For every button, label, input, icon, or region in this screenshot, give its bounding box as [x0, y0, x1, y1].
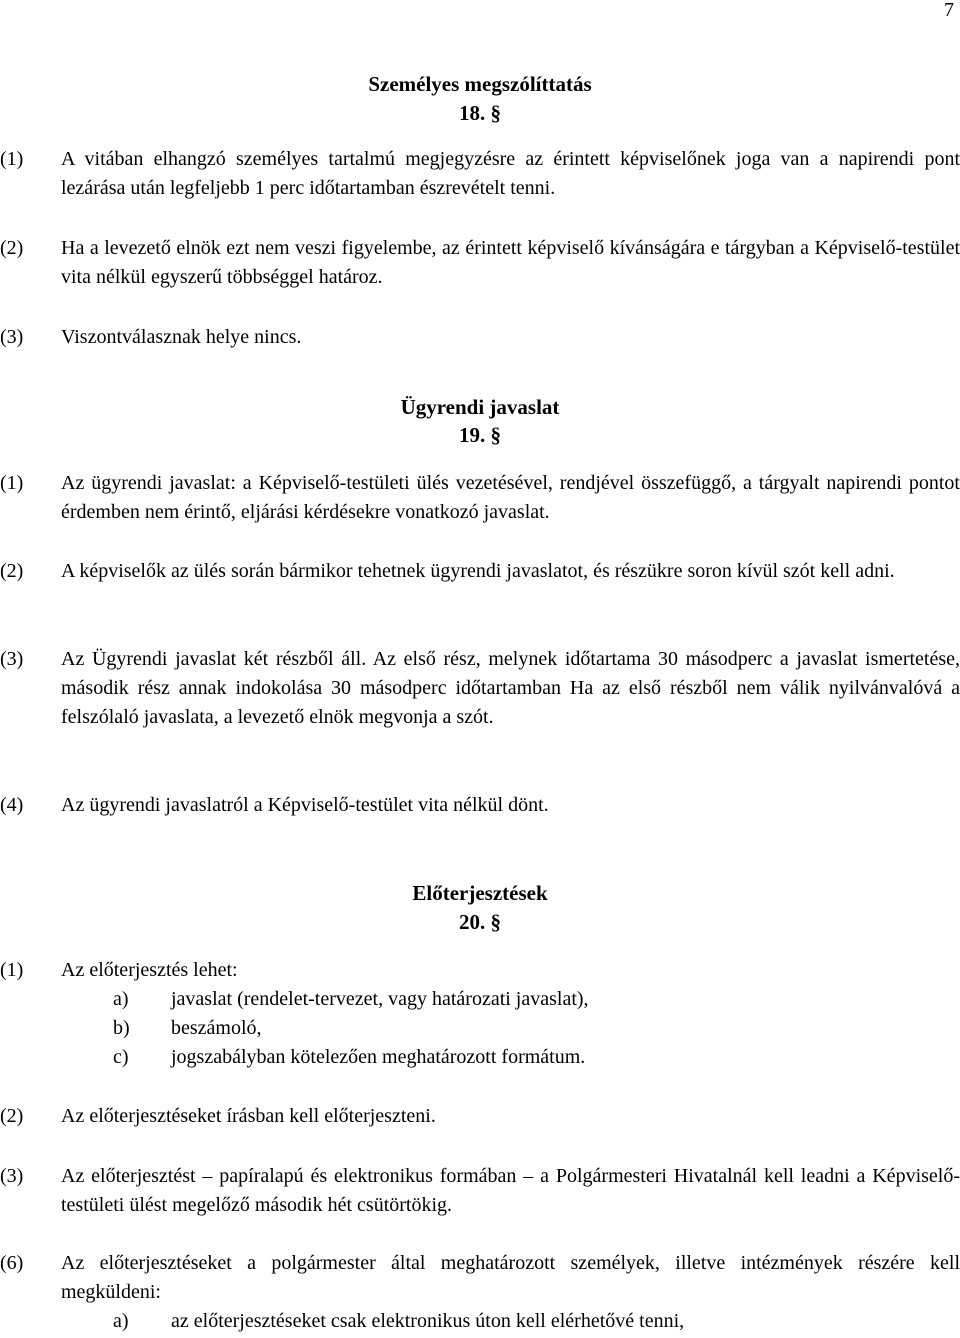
- list-item-letter: b): [113, 1017, 130, 1039]
- paragraph-text: Az ügyrendi javaslat: a Képviselő-testületi ülés vezetésével, rendjével összefüggő, a tárgyalt napirendi pontot érdemben nem érintő, eljárási kérdésekre vonatkozó javaslat.: [61, 472, 960, 523]
- paragraph-text: Viszontválasznak helye nincs.: [61, 326, 302, 348]
- paragraph-number: (3): [0, 326, 24, 348]
- paragraph-number: (1): [0, 959, 24, 981]
- paragraph-number: (2): [0, 237, 24, 259]
- list-item-text: beszámoló,: [171, 1017, 262, 1039]
- list-item-text: jogszabályban kötelezően meghatározott formátum.: [171, 1046, 586, 1068]
- list-item-letter: c): [113, 1046, 129, 1068]
- paragraph-text: Az előterjesztéseket írásban kell előterjeszteni.: [61, 1105, 436, 1127]
- paragraph-text: Az előterjesztést – papíralapú és elektronikus formában – a Polgármesteri Hivatalnál kell leadni a Képviselő-testületi ülést megelőző második hét csütörtökig.: [61, 1165, 960, 1216]
- paragraph-text: Ha a levezető elnök ezt nem veszi figyelembe, az érintett képviselő kívánságára e tárgyban a Képviselő-testület vita nélkül egyszerű többséggel határoz.: [61, 237, 960, 288]
- section-heading: Előterjesztések: [412, 881, 548, 905]
- list-item-text: javaslat (rendelet-tervezet, vagy határozati javaslat),: [171, 988, 589, 1010]
- section-number: 18. §: [459, 101, 501, 125]
- paragraph-number: (3): [0, 1165, 24, 1187]
- list-item-letter: a): [113, 1310, 129, 1332]
- paragraph-number: (2): [0, 1105, 24, 1127]
- paragraph-number: (2): [0, 560, 24, 582]
- paragraph-number: (6): [0, 1252, 24, 1274]
- paragraph-text: Az előterjesztés lehet:: [61, 959, 238, 981]
- paragraph-text: Az Ügyrendi javaslat két részből áll. Az első rész, melynek időtartama 30 másodperc a javaslat ismertetése, második rész annak indokolása 30 másodperc időtartamban Ha az első részből nem válik nyilvánvalóvá a felszólaló javaslata, a levezető elnök megvonja a szót.: [61, 648, 960, 728]
- list-item-text: az előterjesztéseket csak elektronikus úton kell elérhetővé tenni,: [171, 1310, 685, 1332]
- paragraph-number: (1): [0, 472, 24, 494]
- paragraph-text: Az előterjesztéseket a polgármester által meghatározott személyek, illetve intézmények részére kell megküldeni:: [61, 1252, 960, 1303]
- section-number: 19. §: [459, 423, 501, 447]
- paragraph-number: (1): [0, 148, 24, 170]
- section-heading: Ügyrendi javaslat: [400, 395, 560, 419]
- paragraph-text: A vitában elhangzó személyes tartalmú megjegyzésre az érintett képviselőnek joga van a napirendi pont lezárása után legfeljebb 1 perc időtartamban észrevételt tenni.: [61, 148, 960, 199]
- section-heading: Személyes megszólíttatás: [368, 72, 592, 96]
- page-number: 7: [944, 0, 954, 21]
- paragraph-number: (4): [0, 794, 24, 816]
- paragraph-number: (3): [0, 648, 24, 670]
- paragraph-text: Az ügyrendi javaslatról a Képviselő-testület vita nélkül dönt.: [61, 794, 549, 816]
- paragraph-text: A képviselők az ülés során bármikor tehetnek ügyrendi javaslatot, és részükre soron kívül szót kell adni.: [61, 560, 895, 582]
- list-item-letter: a): [113, 988, 129, 1010]
- section-number: 20. §: [459, 910, 501, 934]
